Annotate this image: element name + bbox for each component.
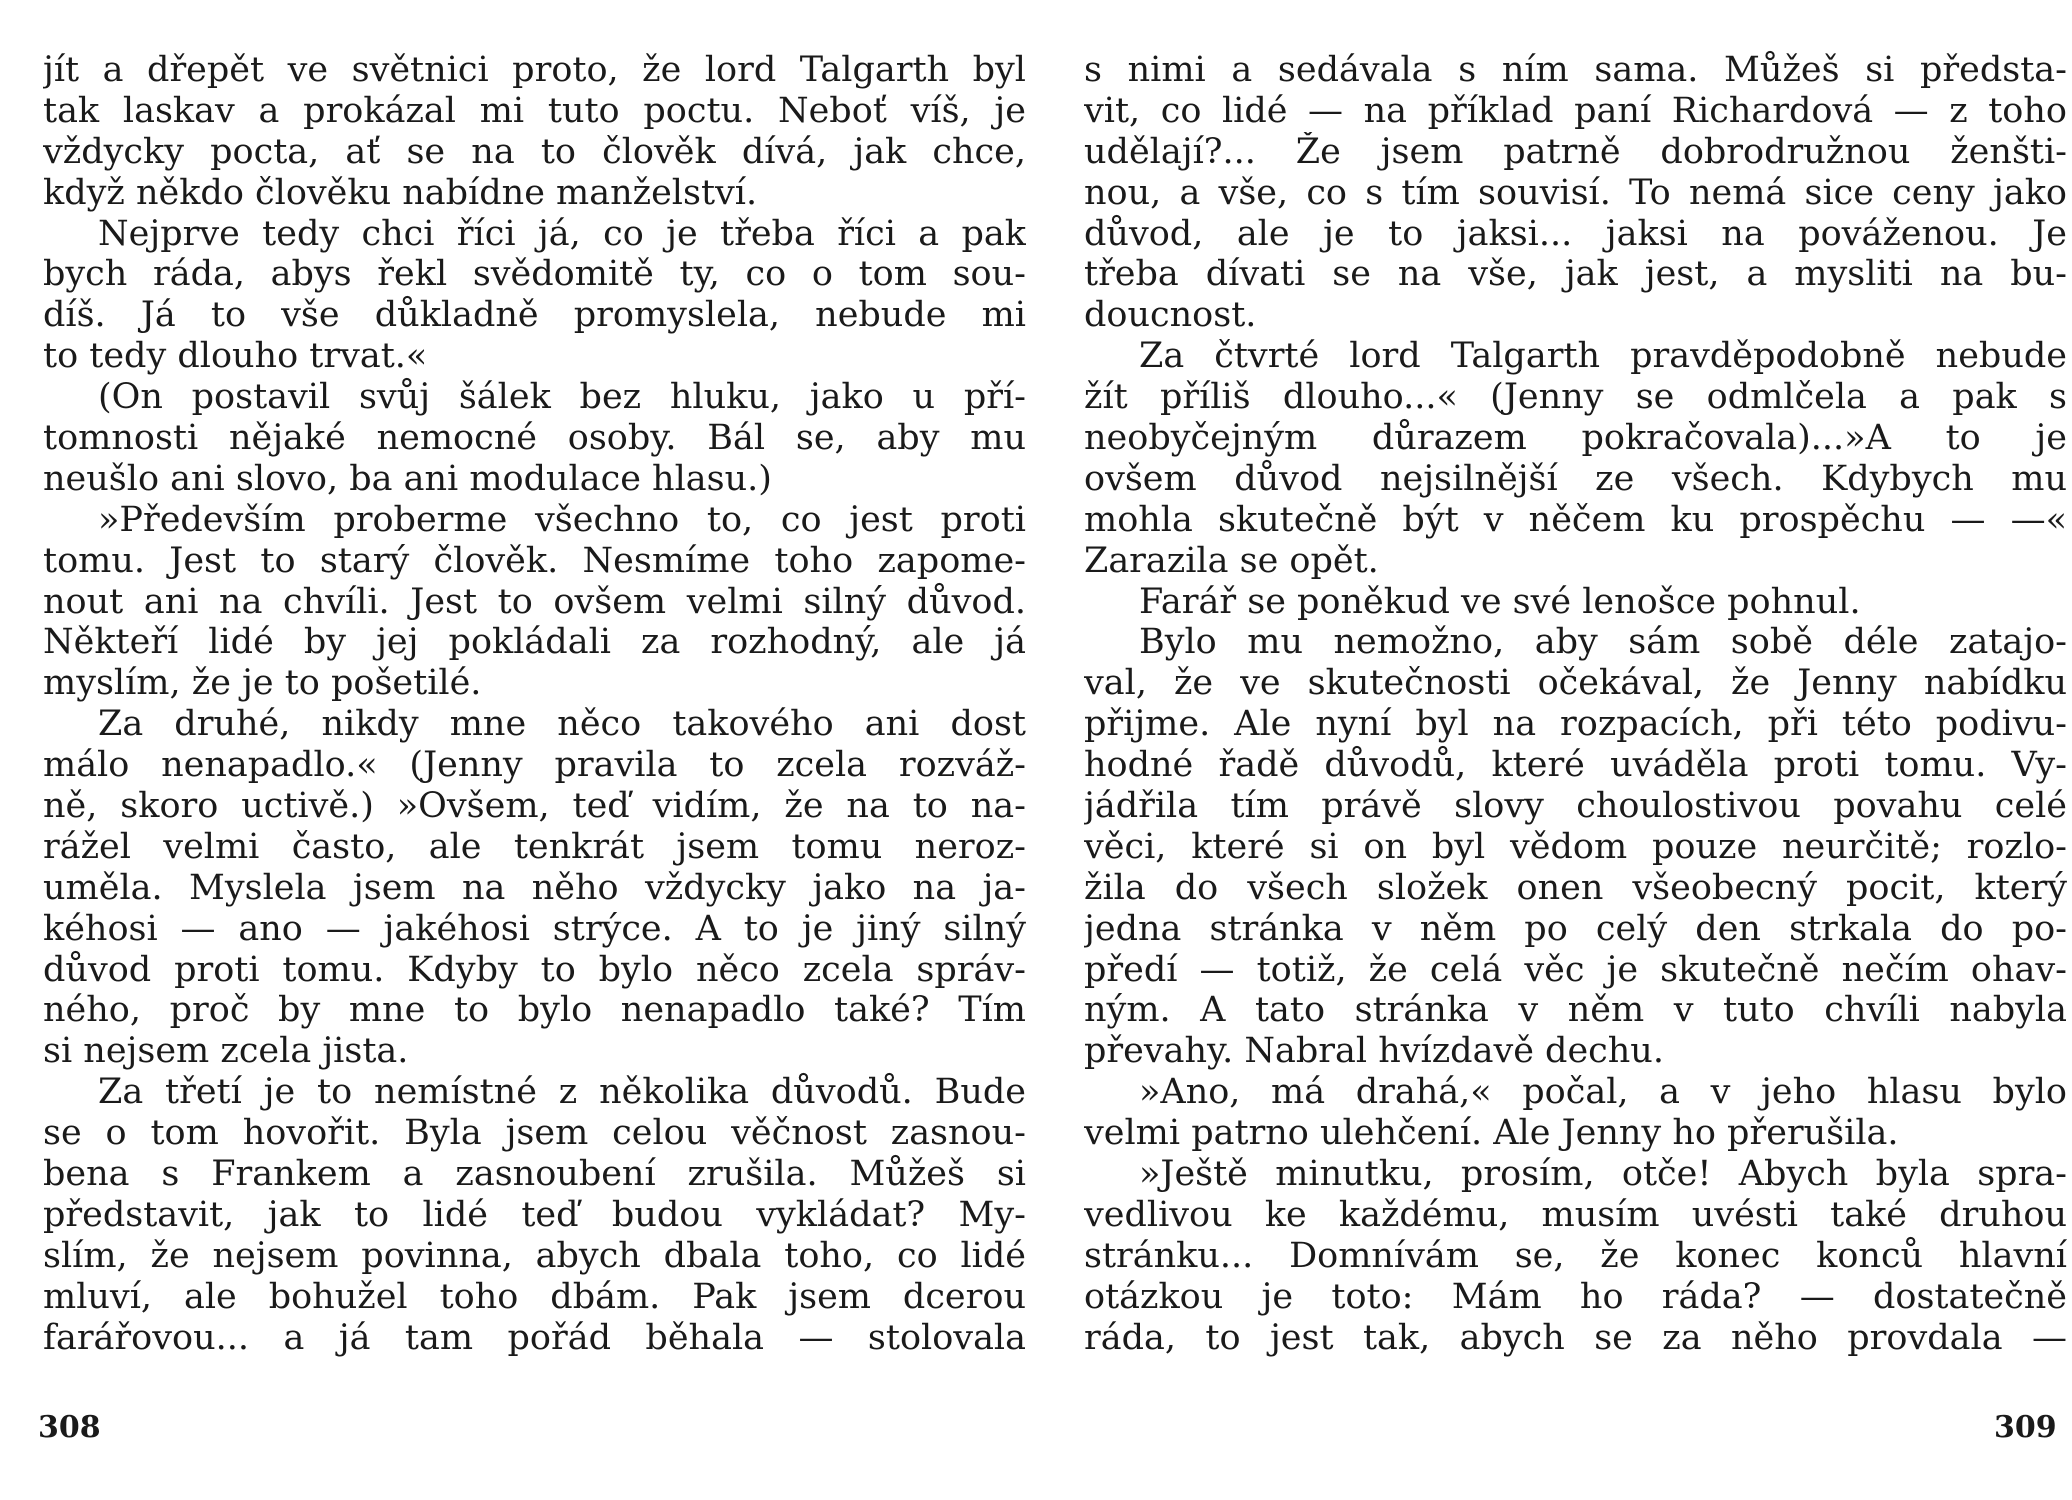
text-line: velmi patrno ulehčení. Ale Jenny ho přerušila. (1084, 1113, 1899, 1154)
text-line: ovšem důvod nejsilnější ze všech. Kdybych mu (1084, 458, 2067, 499)
text-line: důvod proti tomu. Kdyby to bylo něco zcela správ- (43, 949, 1026, 990)
text-line: důvod, ale je to jaksi... jaksi na pováženou. Je (1084, 213, 2067, 254)
text-line: nou, a vše, co s tím souvisí. To nemá sice ceny jako (1084, 172, 2067, 213)
text-line: žít příliš dlouho...« (Jenny se odmlčela a pak s (1084, 377, 2067, 418)
text-line: neušlo ani slovo, ba ani modulace hlasu.) (43, 458, 772, 499)
text-line: myslím, že je to pošetilé. (43, 663, 482, 704)
text-line: farářovou... a já tam pořád běhala — stolovala (43, 1317, 1026, 1358)
text-line: ně, skoro uctivě.) »Ovšem, teď vidím, že na to na- (43, 786, 1026, 827)
text-line: tak laskav a prokázal mi tuto poctu. Neboť víš, je (43, 90, 1026, 131)
text-line: přijme. Ale nyní byl na rozpacích, při této podivu- (1084, 704, 2067, 745)
text-line: si nejsem zcela jista. (43, 1031, 409, 1072)
text-line: stránku... Domnívám se, že konec konců hlavní (1084, 1235, 2067, 1276)
text-line: jádřila tím právě slovy choulostivou povahu celé (1084, 786, 2067, 827)
text-line: se o tom hovořit. Byla jsem celou věčnost zasnou- (43, 1113, 1026, 1154)
text-line: rážel velmi často, ale tenkrát jsem tomu neroz- (43, 826, 1026, 867)
text-line: vit, co lidé — na příklad paní Richardová — z toho (1084, 90, 2067, 131)
right-page (1084, 50, 2067, 1359)
right-page-number: 309 (1994, 1410, 2057, 1445)
text-line: Za třetí je to nemístné z několika důvodů. Bude (98, 1072, 1026, 1113)
text-line: val, že ve skutečnosti očekával, že Jenny nabídku (1084, 663, 2067, 704)
left-page-number: 308 (38, 1410, 101, 1445)
text-line: hodné řadě důvodů, které uváděla proti tomu. Vy- (1084, 745, 2067, 786)
text-line: Někteří lidé by jej pokládali za rozhodný, ale já (43, 622, 1026, 663)
text-line: mluví, ale bohužel toho dbám. Pak jsem dcerou (43, 1276, 1026, 1317)
left-page (43, 50, 1026, 1359)
text-line: třeba dívati se na vše, jak jest, a mysliti na bu- (1084, 254, 2067, 295)
text-line: málo nenapadlo.« (Jenny pravila to zcela rozváž- (43, 745, 1026, 786)
text-line: předí — totiž, že celá věc je skutečně nečím ohav- (1084, 949, 2067, 990)
text-line: kéhosi — ano — jakéhosi strýce. A to je jiný silný (43, 908, 1026, 949)
text-line: Za druhé, nikdy mne něco takového ani dost (98, 704, 1026, 745)
text-line: Nejprve tedy chci říci já, co je třeba říci a pak (98, 213, 1026, 254)
text-line: věci, které si on byl vědom pouze neurčitě; rozlo- (1084, 826, 2067, 867)
text-line: to tedy dlouho trvat.« (43, 336, 428, 377)
text-line: převahy. Nabral hvízdavě dechu. (1084, 1031, 1664, 1072)
text-line: udělají?... Že jsem patrně dobrodružnou ženšti- (1084, 131, 2067, 172)
text-line: vždycky pocta, ať se na to člověk dívá, jak chce, (43, 131, 1026, 172)
text-line: jít a dřepět ve světnici proto, že lord Talgarth byl (43, 50, 1026, 90)
text-line: nout ani na chvíli. Jest to ovšem velmi silný důvod. (43, 581, 1026, 622)
text-line: mohla skutečně být v něčem ku prospěchu — —« (1084, 499, 2067, 540)
text-line: tomnosti nějaké nemocné osoby. Bál se, aby mu (43, 418, 1026, 459)
text-line: s nimi a sedávala s ním sama. Můžeš si předsta- (1084, 50, 2067, 90)
text-line: »Ano, má drahá,« počal, a v jeho hlasu bylo (1139, 1072, 2067, 1113)
text-line: otázkou je toto: Mám ho ráda? — dostatečně (1084, 1276, 2067, 1317)
text-line: ného, proč by mne to bylo nenapadlo také? Tím (43, 990, 1026, 1031)
text-line: Farář se poněkud ve své lenošce pohnul. (1139, 581, 1861, 622)
text-line: »Především proberme všechno to, co jest proti (98, 499, 1026, 540)
text-line: neobyčejným důrazem pokračovala)...»A to je (1084, 418, 2067, 459)
text-line: doucnost. (1084, 295, 1257, 336)
text-line: ráda, to jest tak, abych se za něho provdala — (1084, 1317, 2067, 1358)
text-line: »Ještě minutku, prosím, otče! Abych byla spra- (1139, 1154, 2067, 1195)
text-line: Zarazila se opět. (1084, 540, 1379, 581)
text-line: slím, že nejsem povinna, abych dbala toho, co lidé (43, 1235, 1026, 1276)
text-line: bych ráda, abys řekl svědomitě ty, co o tom sou- (43, 254, 1026, 295)
text-line: (On postavil svůj šálek bez hluku, jako u pří- (98, 377, 1026, 418)
text-line: bena s Frankem a zasnoubení zrušila. Můžeš si (43, 1154, 1026, 1195)
text-line: Za čtvrté lord Talgarth pravděpodobně nebude (1139, 336, 2067, 377)
text-line: jedna stránka v něm po celý den strkala do po- (1084, 908, 2067, 949)
text-line: žila do všech složek onen všeobecný pocit, který (1084, 867, 2067, 908)
text-line: ným. A tato stránka v něm v tuto chvíli nabyla (1084, 990, 2067, 1031)
text-line: tomu. Jest to starý člověk. Nesmíme toho zapome- (43, 540, 1026, 581)
text-line: uměla. Myslela jsem na něho vždycky jako na ja- (43, 867, 1026, 908)
text-line: Bylo mu nemožno, aby sám sobě déle zatajo- (1139, 622, 2067, 663)
text-line: představit, jak to lidé teď budou vykládat? My- (43, 1194, 1026, 1235)
text-line: díš. Já to vše důkladně promyslela, nebude mi (43, 295, 1026, 336)
text-line: když někdo člověku nabídne manželství. (43, 172, 758, 213)
text-line: vedlivou ke každému, musím uvésti také druhou (1084, 1194, 2067, 1235)
